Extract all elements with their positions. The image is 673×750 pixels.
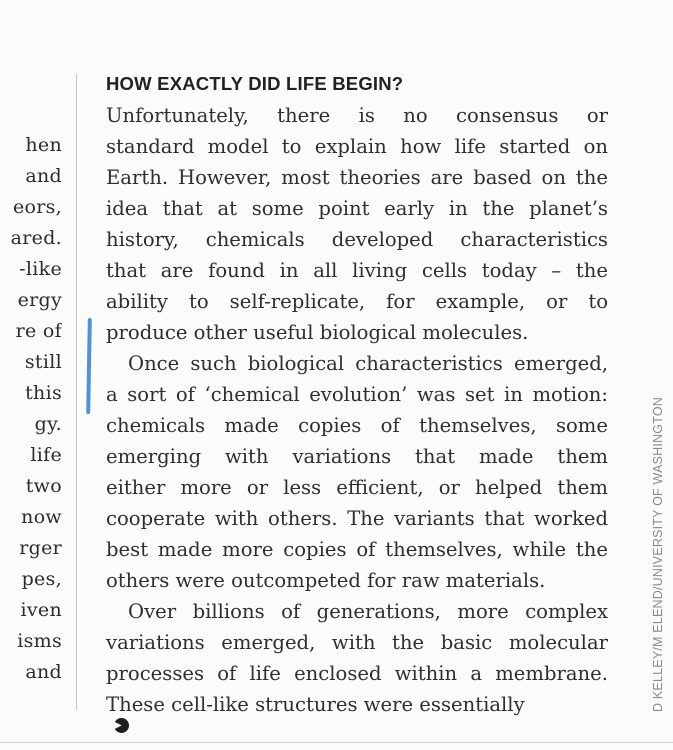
text-line: history, chemicals developed characteristics — [106, 228, 608, 251]
text-line: a sort of ‘chemical evolution’ was set in motion: — [106, 383, 608, 406]
fragment-line: re of — [15, 320, 62, 342]
article-body — [106, 72, 608, 735]
fragment-line: ared. — [10, 227, 62, 249]
text-line: cooperate with others. The variants that worked — [106, 507, 608, 530]
pen-annotation-mark — [86, 318, 92, 414]
fragment-line: this — [25, 382, 62, 404]
text-line-with-continue — [106, 689, 608, 735]
paragraph-1 — [106, 100, 608, 348]
photo-credit: D KELLEY/M ELEND/UNIVERSITY OF WASHINGTON — [651, 397, 665, 712]
text-line: chemicals made copies of themselves, some — [106, 414, 608, 437]
fragment-line: life — [30, 444, 62, 466]
fragment-line: iven — [20, 599, 62, 621]
text-line: processes of life enclosed within a membrane. — [106, 662, 608, 685]
fragment-line: and — [25, 661, 62, 683]
text-line: Once such biological characteristics emerged, — [128, 352, 608, 375]
text-line: These cell-like structures were essentially — [106, 693, 525, 716]
section-heading: HOW EXACTLY DID LIFE BEGIN? — [106, 73, 404, 94]
text-line: that are found in all living cells today – the — [106, 259, 608, 282]
text-line: standard model to explain how life started on — [106, 135, 608, 158]
fragment-line: isms — [17, 630, 62, 652]
text-line: Unfortunately, there is no consensus or — [106, 104, 608, 127]
fragment-line: -like — [19, 258, 62, 280]
text-line: either more or less efficient, or helped them — [106, 476, 608, 499]
column-divider — [76, 74, 77, 710]
text-line: emerging with variations that made them — [106, 445, 608, 468]
paragraph-3 — [106, 596, 608, 735]
text-line: others were outcompeted for raw materials. — [106, 569, 546, 592]
paragraph-2 — [106, 348, 608, 596]
fragment-line: hen — [25, 134, 62, 156]
fragment-line: now — [21, 506, 62, 528]
text-line: produce other useful biological molecules. — [106, 321, 529, 344]
text-line: variations emerged, with the basic molecular — [106, 631, 608, 654]
fragment-line: still — [24, 351, 62, 373]
fragment-line: gy. — [34, 413, 62, 435]
fragment-line: pes, — [21, 568, 62, 590]
previous-column-fragment — [0, 130, 62, 688]
fragment-line: eors, — [12, 196, 62, 218]
text-line: idea that at some point early in the planet’s — [106, 197, 608, 220]
fragment-line: two — [25, 475, 62, 497]
text-line: Earth. However, most theories are based on the — [106, 166, 608, 189]
text-line: Over billions of generations, more complex — [128, 600, 608, 623]
fragment-line: and — [25, 165, 62, 187]
fragment-line: rger — [19, 537, 62, 559]
text-line: best made more copies of themselves, while the — [106, 538, 608, 561]
text-line: ability to self-replicate, for example, or to — [106, 290, 608, 313]
fragment-line: ergy — [17, 289, 62, 311]
arrow-right-circle-icon: ▶ — [114, 718, 129, 733]
page-bottom-divider — [0, 742, 673, 743]
